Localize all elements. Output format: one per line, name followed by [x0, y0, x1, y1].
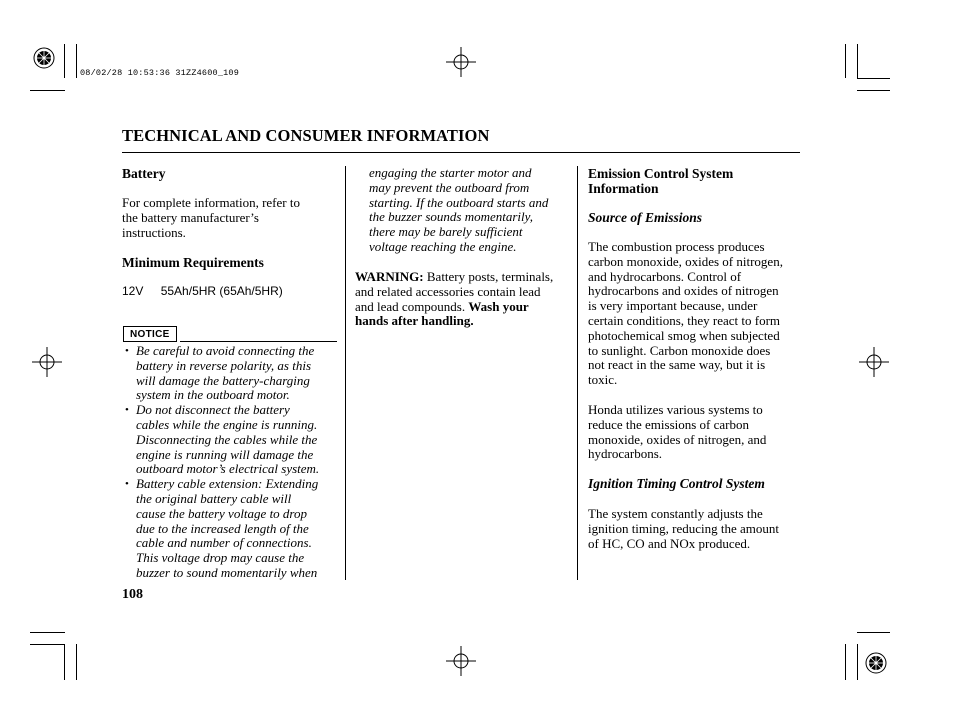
page-number: 108 [122, 587, 143, 602]
crosshair-right [859, 347, 889, 377]
title-rule [122, 152, 800, 153]
source-of-emissions-heading: Source of Emissions [588, 210, 703, 225]
notice-item: • Do not disconnect the battery cables while the engine is running. Disconnecting the cables while the engine is running will damage the outboard motor’s electrical system. [122, 403, 344, 477]
registration-sunburst-top-left [34, 48, 54, 68]
crosshair-top [446, 47, 476, 77]
ignition-paragraph: The system constantly adjusts the ignition timing, reducing the amount of HC, CO and NOx produced. [588, 506, 780, 551]
emissions-paragraph-2: Honda utilizes various systems to reduce the emissions of carbon monoxide, oxides of nitrogen, and hydrocarbons. [588, 402, 767, 462]
spec-voltage: 12V [122, 284, 144, 298]
warning-label: WARNING: [355, 269, 424, 284]
crosshair-bottom [446, 646, 476, 676]
print-stamp: 08/02/28 10:53:36 31ZZ4600_109 [80, 68, 240, 78]
column-divider-1 [345, 166, 346, 580]
notice-item: • Battery cable extension: Extending the original battery cable will cause the battery voltage to drop due to the increased length of the cable and number of connections. This voltage drop may cause the buzzer to sound momentarily when [122, 477, 344, 581]
notice-list [122, 344, 344, 581]
emission-heading: Emission Control System Information [588, 166, 734, 196]
warning-paragraph: WARNING: Battery posts, terminals, and related accessories contain lead and lead compounds. Wash your hands after handling. [355, 269, 554, 329]
battery-spec [122, 284, 283, 298]
battery-heading: Battery [122, 166, 166, 181]
ignition-timing-heading: Ignition Timing Control System [588, 476, 765, 491]
column-divider-2 [577, 166, 578, 580]
notice-continued: engaging the starter motor and may prevent the outboard from starting. If the outboard starts and the buzzer sounds momentarily, there may be barely sufficient voltage reaching the engine. [369, 165, 549, 254]
minimum-requirements-heading: Minimum Requirements [122, 255, 264, 270]
registration-sunburst-bottom-right [866, 653, 886, 673]
notice-rule [180, 341, 337, 342]
battery-intro: For complete information, refer to the battery manufacturer’s instructions. [122, 195, 300, 240]
notice-item: • Be careful to avoid connecting the battery in reverse polarity, as this will damage the battery-charging system in the outboard motor. [122, 344, 344, 403]
notice-badge: NOTICE [123, 326, 177, 342]
section-title: TECHNICAL AND CONSUMER INFORMATION [122, 126, 490, 145]
spec-capacity: 55Ah/5HR (65Ah/5HR) [160, 284, 283, 298]
emissions-paragraph-1: The combustion process produces carbon monoxide, oxides of nitrogen, and hydrocarbons. Control of hydrocarbons and oxides of nitrogen is very important because, under certain conditions, they react to form photochemical smog when subjected to sunlight. Carbon monoxide does not react in the same way, but it is toxic. [588, 239, 783, 388]
crosshair-left [32, 347, 62, 377]
